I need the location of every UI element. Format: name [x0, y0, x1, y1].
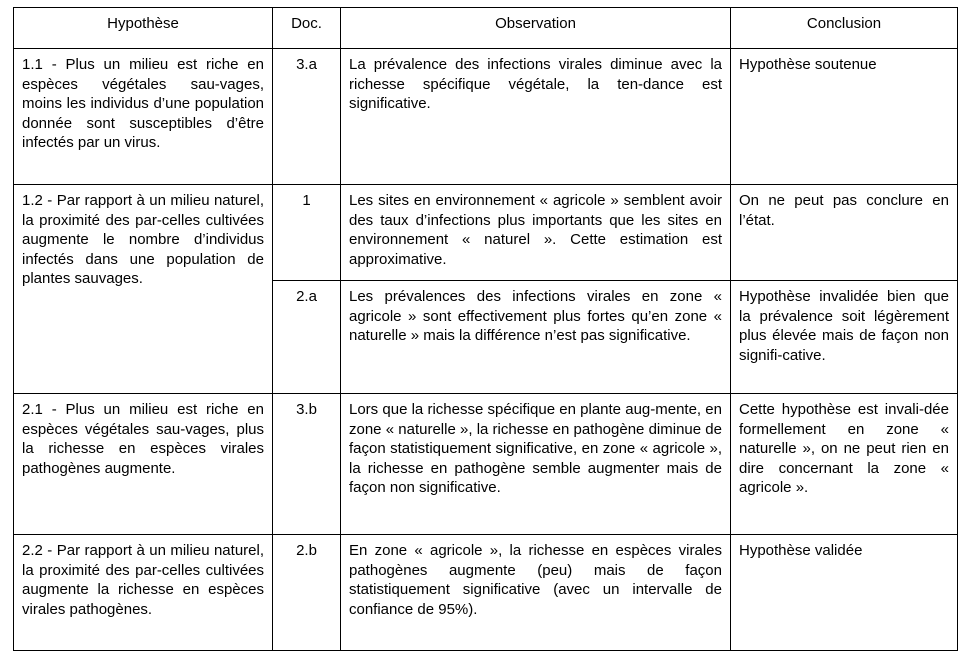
doc-cell: 3.a — [273, 49, 341, 185]
doc-cell: 1 — [273, 185, 341, 281]
conclusion-cell: Hypothèse validée — [731, 535, 958, 651]
table-row — [14, 535, 958, 651]
observation-cell: En zone « agricole », la richesse en espèces virales pathogènes augmente (peu) mais de façon statistiquement significative (avec un intervalle de confiance de 95%). — [341, 535, 731, 651]
conclusion-cell: Cette hypothèse est invali-dée formellement en zone « naturelle », on ne peut rien en dire concernant la zone « agricole ». — [731, 394, 958, 535]
column-header-hypothese: Hypothèse — [14, 8, 273, 49]
conclusion-cell: On ne peut pas conclure en l’état. — [731, 185, 958, 281]
table-row — [14, 394, 958, 535]
observation-cell: Les sites en environnement « agricole » semblent avoir des taux d’infections plus importants que les sites en environnement « naturel ». Cette estimation est approximative. — [341, 185, 731, 281]
hypothesis-cell: 2.2 - Par rapport à un milieu naturel, la proximité des par-celles cultivées augmente la richesse en espèces virales pathogènes. — [14, 535, 273, 651]
doc-cell: 3.b — [273, 394, 341, 535]
table-row — [14, 185, 958, 281]
hypothesis-cell: 2.1 - Plus un milieu est riche en espèces végétales sau-vages, plus la richesse en espèces virales pathogènes augmente. — [14, 394, 273, 535]
column-header-conclusion: Conclusion — [731, 8, 958, 49]
hypothesis-cell: 1.2 - Par rapport à un milieu naturel, la proximité des par-celles cultivées augmente le nombre d’individus infectés dans une population de plantes sauvages. — [14, 185, 273, 394]
table-row — [14, 49, 958, 185]
table-header-row — [14, 8, 958, 49]
hypotheses-results-table — [13, 7, 958, 651]
column-header-observation: Observation — [341, 8, 731, 49]
column-header-doc: Doc. — [273, 8, 341, 49]
observation-cell: La prévalence des infections virales diminue avec la richesse spécifique végétale, la ten-dance est significative. — [341, 49, 731, 185]
table-header — [14, 8, 958, 49]
observation-cell: Les prévalences des infections virales en zone « agricole » sont effectivement plus fortes qu’en zone « naturelle » mais la différence n’est pas significative. — [341, 281, 731, 394]
conclusion-cell: Hypothèse invalidée bien que la prévalence soit légèrement plus élevée mais de façon non signifi-cative. — [731, 281, 958, 394]
doc-cell: 2.a — [273, 281, 341, 394]
conclusion-cell: Hypothèse soutenue — [731, 49, 958, 185]
table-body — [14, 49, 958, 651]
hypothesis-cell: 1.1 - Plus un milieu est riche en espèces végétales sau-vages, moins les individus d’une population donnée sont susceptibles d’être infectés par un virus. — [14, 49, 273, 185]
observation-cell: Lors que la richesse spécifique en plante aug-mente, en zone « naturelle », la richesse en pathogène diminue de façon statistiquement significative, en zone « agricole », la richesse en pathogène semble augmenter mais de façon non significative. — [341, 394, 731, 535]
doc-cell: 2.b — [273, 535, 341, 651]
